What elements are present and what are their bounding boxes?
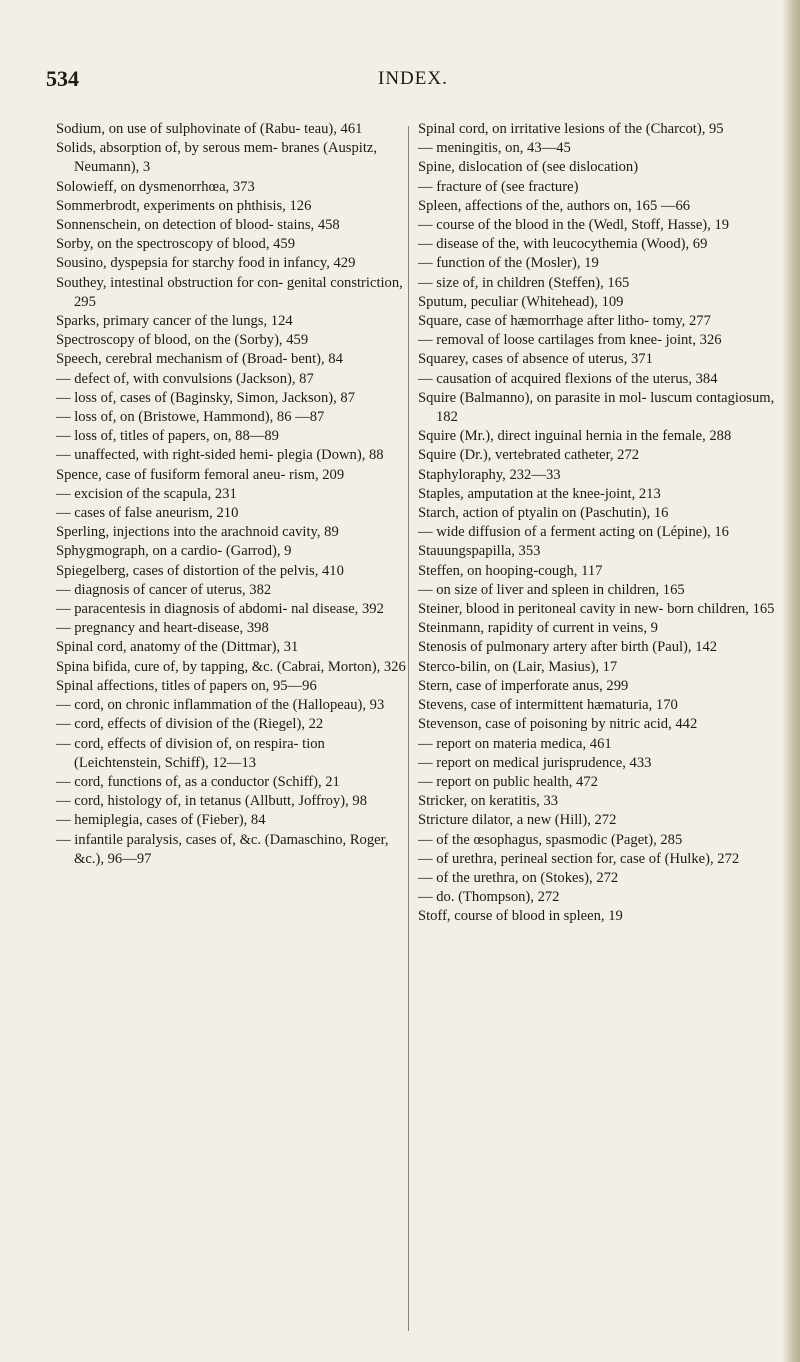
index-entry: — on size of liver and spleen in children, 165 [418, 581, 685, 598]
index-entry: — fracture of (see fracture) [418, 178, 579, 195]
index-entry: — cord, histology of, in tetanus (Allbutt, Joffroy), 98 [56, 793, 368, 810]
index-entry: Starch, action of ptyalin on (Paschutin), 16 [418, 505, 669, 522]
index-entry: — cord, effects of division of the (Riegel), 22 [56, 716, 324, 733]
index-entry: Steinmann, rapidity of current in veins, 9 [418, 620, 658, 637]
index-entry: — size of, in children (Steffen), 165 [418, 274, 630, 291]
index-entry: — paracentesis in diagnosis of abdomi- nal disease, 392 [56, 601, 384, 618]
index-entry: Square, case of hæmorrhage after litho- tomy, 277 [418, 313, 711, 330]
index-entry: — disease of the, with leucocythemia (Wood), 69 [418, 236, 708, 253]
index-entry: Spinal cord, anatomy of the (Dittmar), 31 [56, 639, 299, 656]
page-header [0, 66, 800, 96]
running-title: INDEX. [378, 68, 448, 89]
index-entry: Spence, case of fusiform femoral aneu- rism, 209 [56, 466, 345, 483]
index-entry: Spleen, affections of the, authors on, 165 —66 [418, 197, 691, 214]
index-entry: Spectroscopy of blood, on the (Sorby), 459 [56, 332, 309, 349]
index-entry: Staples, amputation at the knee-joint, 213 [418, 485, 661, 502]
index-entry: Sodium, on use of sulphovinate of (Rabu- teau), 461 [56, 121, 363, 137]
index-entry: — cord, functions of, as a conductor (Schiff), 21 [56, 773, 340, 790]
right-column [418, 120, 780, 927]
index-entry: — course of the blood in the (Wedl, Stoff, Hasse), 19 [418, 217, 730, 234]
index-entry: — report on public health, 472 [418, 773, 598, 790]
index-entry: Spine, dislocation of (see dislocation) [418, 159, 639, 176]
index-entry: Spinal cord, on irritative lesions of the (Charcot), 95 [418, 121, 724, 137]
index-entry: — loss of, cases of (Baginsky, Simon, Jackson), 87 [56, 389, 356, 406]
index-entry: Sperling, injections into the arachnoid cavity, 89 [56, 524, 339, 541]
index-entry: — report on medical jurisprudence, 433 [418, 754, 652, 771]
index-entry: — defect of, with convulsions (Jackson), 87 [56, 370, 314, 387]
index-entry: — removal of loose cartilages from knee- joint, 326 [418, 332, 722, 349]
index-entry: Stenosis of pulmonary artery after birth (Paul), 142 [418, 639, 718, 656]
index-entry: Stevenson, case of poisoning by nitric acid, 442 [418, 716, 698, 733]
index-entry: — loss of, on (Bristowe, Hammond), 86 —87 [56, 409, 325, 426]
index-entry: Stricker, on keratitis, 33 [418, 793, 559, 810]
index-entry: — pregnancy and heart-disease, 398 [56, 620, 269, 637]
index-entry: — cord, on chronic inflammation of the (Hallopeau), 93 [56, 697, 385, 714]
index-entry: Staphyloraphy, 232—33 [418, 466, 561, 483]
index-entry: — meningitis, on, 43—45 [418, 140, 571, 157]
index-entry: Spinal affections, titles of papers on, 95—96 [56, 677, 317, 694]
index-entry: — wide diffusion of a ferment acting on (Lépine), 16 [418, 524, 729, 541]
index-entry: Sorby, on the spectroscopy of blood, 459 [56, 236, 296, 253]
index-entry: — report on materia medica, 461 [418, 735, 612, 752]
page-edge-shadow [782, 0, 800, 1362]
index-entry: Sousino, dyspepsia for starchy food in infancy, 429 [56, 255, 356, 272]
index-entry: Spiegelberg, cases of distortion of the pelvis, 410 [56, 562, 344, 579]
index-entry: — cases of false aneurism, 210 [56, 505, 239, 522]
column-divider [408, 126, 409, 1331]
index-entry: Squire (Balmanno), on parasite in mol- luscum contagiosum, 182 [418, 389, 775, 426]
index-entry: — of the œsophagus, spasmodic (Paget), 285 [418, 831, 683, 848]
index-entry: Spina bifida, cure of, by tapping, &c. (Cabrai, Morton), 326 [56, 658, 406, 675]
index-entry: Squarey, cases of absence of uterus, 371 [418, 351, 653, 368]
index-entry: Speech, cerebral mechanism of (Broad- bent), 84 [56, 351, 343, 368]
index-entry: — excision of the scapula, 231 [56, 485, 237, 502]
index-entry: — cord, effects of division of, on respira- tion (Leichtenstein, Schiff), 12—13 [56, 735, 325, 771]
index-entry: — infantile paralysis, cases of, &c. (Damaschino, Roger, &c.), 96—97 [56, 831, 389, 867]
index-entry: Sparks, primary cancer of the lungs, 124 [56, 313, 293, 330]
index-entry: Sonnenschein, on detection of blood- stains, 458 [56, 217, 340, 234]
index-entry: Sphygmograph, on a cardio- (Garrod), 9 [56, 543, 292, 560]
index-entry: Stern, case of imperforate anus, 299 [418, 677, 629, 694]
index-entry: Stauungspapilla, 353 [418, 543, 541, 560]
index-entry: Sputum, peculiar (Whitehead), 109 [418, 293, 624, 310]
index-entry: — function of the (Mosler), 19 [418, 255, 599, 272]
index-entry: — hemiplegia, cases of (Fieber), 84 [56, 812, 266, 829]
index-entry: Stricture dilator, a new (Hill), 272 [418, 812, 617, 829]
index-entry: — of urethra, perineal section for, case of (Hulke), 272 [418, 850, 740, 867]
index-entry: Steffen, on hooping-cough, 117 [418, 562, 603, 579]
index-columns [56, 120, 788, 1345]
index-entry: — do. (Thompson), 272 [418, 889, 560, 906]
index-entry: Sterco-bilin, on (Lair, Masius), 17 [418, 658, 618, 675]
index-entry: Sommerbrodt, experiments on phthisis, 126 [56, 197, 312, 214]
left-column [56, 120, 406, 869]
page-number: 534 [46, 66, 79, 91]
index-entry: Solowieff, on dysmenorrhœa, 373 [56, 178, 255, 195]
index-entry: Southey, intestinal obstruction for con- genital constriction, 295 [56, 274, 403, 310]
index-entry: Solids, absorption of, by serous mem- branes (Auspitz, Neumann), 3 [56, 140, 378, 176]
index-entry: — loss of, titles of papers, on, 88—89 [56, 428, 279, 445]
index-entry: Stevens, case of intermittent hæmaturia, 170 [418, 697, 678, 714]
index-entry: — causation of acquired flexions of the uterus, 384 [418, 370, 718, 387]
index-entry: — of the urethra, on (Stokes), 272 [418, 869, 619, 886]
index-entry: Steiner, blood in peritoneal cavity in new- born children, 165 [418, 601, 775, 618]
index-entry: — diagnosis of cancer of uterus, 382 [56, 581, 272, 598]
index-entry: — unaffected, with right-sided hemi- plegia (Down), 88 [56, 447, 384, 464]
index-entry: Squire (Mr.), direct inguinal hernia in the female, 288 [418, 428, 732, 445]
index-entry: Stoff, course of blood in spleen, 19 [418, 908, 623, 925]
index-entry: Squire (Dr.), vertebrated catheter, 272 [418, 447, 640, 464]
